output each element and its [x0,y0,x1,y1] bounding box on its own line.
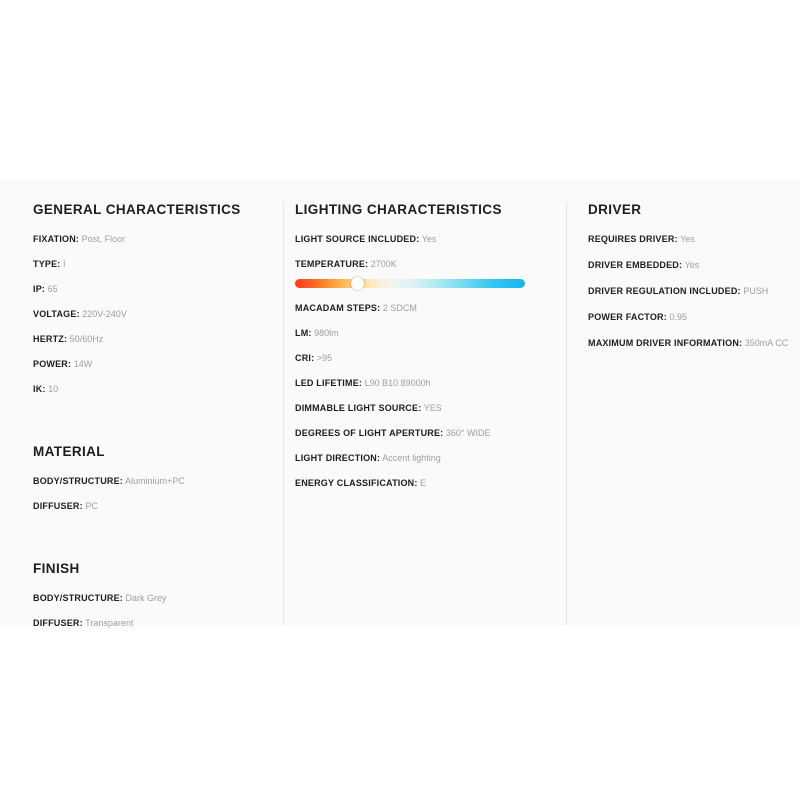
spec-label-driver-embedded: DRIVER EMBEDDED: [588,260,683,270]
spec-value-ik: 10 [48,384,59,394]
spec-label-temperature: TEMPERATURE: [295,259,369,269]
spec-row-hertz [33,333,283,358]
specifications-panel [0,180,800,628]
spec-label-energy-classification: ENERGY CLASSIFICATION: [295,478,418,488]
spec-row-energy-classification [295,477,566,502]
spec-row-power [33,358,283,383]
spec-value-lm: 980lm [314,328,339,338]
spec-value-light-direction: Accent lighting [382,453,441,463]
spec-row-maximum-driver-information [588,337,800,363]
spec-row-light-direction [295,452,566,477]
spec-label-finish-body-structure: BODY/STRUCTURE: [33,593,123,603]
spec-label-light-source-included: LIGHT SOURCE INCLUDED: [295,234,420,244]
spec-label-power-factor: POWER FACTOR: [588,312,667,322]
section-title-general-characteristics: GENERAL CHARACTERISTICS [33,202,241,217]
spec-value-degrees-of-light-aperture: 360° WIDE [445,428,491,438]
spec-label-maximum-driver-information: MAXIMUM DRIVER INFORMATION: [588,338,743,348]
spec-value-driver-embedded: Yes [684,260,700,270]
spec-value-macadam-steps: 2 SDCM [382,303,417,313]
spec-label-led-lifetime: LED LIFETIME: [295,378,363,388]
spec-label-material-body-structure: BODY/STRUCTURE: [33,476,123,486]
spec-value-maximum-driver-information: 350mA CC [744,338,789,348]
spec-value-cri: >95 [316,353,333,363]
spec-value-hertz: 50/60Hz [69,334,104,344]
spec-value-finish-body-structure: Dark Grey [125,593,167,603]
spec-value-driver-regulation-included: PUSH [743,286,769,296]
spec-label-voltage: VOLTAGE: [33,309,80,319]
column-lighting-characteristics [283,202,566,625]
spec-row-type [33,258,283,283]
spec-value-voltage: 220V-240V [82,309,127,319]
spec-row-driver-regulation-included [588,285,800,311]
spec-row-led-lifetime [295,377,566,402]
spec-value-finish-diffuser: Transparent [85,618,134,628]
spec-row-voltage [33,308,283,333]
spec-value-fixation: Post, Floor [81,234,126,244]
spec-value-power: 14W [73,359,93,369]
spec-value-led-lifetime: L90 B10 89000h [364,378,431,388]
section-title-finish: FINISH [33,561,80,576]
spec-row-lm [295,327,566,352]
spec-label-light-direction: LIGHT DIRECTION: [295,453,381,463]
spec-label-cri: CRI: [295,353,315,363]
spec-value-material-body-structure: Aluminium+PC [125,476,185,486]
spec-row-macadam-steps [295,302,566,327]
spec-label-fixation: FIXATION: [33,234,80,244]
specifications-columns [0,180,800,628]
section-title-material: MATERIAL [33,444,105,459]
column-driver [566,202,800,625]
spec-value-power-factor: 0.95 [669,312,687,322]
spec-label-power: POWER: [33,359,72,369]
spec-row-ik [33,383,283,408]
spec-row-requires-driver [588,233,800,259]
color-temperature-slider-handle[interactable] [351,277,364,290]
spec-row-light-source-included [295,233,566,258]
spec-label-macadam-steps: MACADAM STEPS: [295,303,381,313]
spec-label-requires-driver: REQUIRES DRIVER: [588,234,678,244]
spec-value-dimmable-light-source: YES [423,403,442,413]
section-title-driver: DRIVER [588,202,642,217]
spec-value-temperature: 2700K [370,259,397,269]
spec-label-type: TYPE: [33,259,61,269]
spec-value-material-diffuser: PC [85,501,98,511]
spec-value-energy-classification: E [420,478,427,488]
spec-label-ik: IK: [33,384,46,394]
spec-row-fixation [33,233,283,258]
spec-row-material-diffuser [33,500,283,525]
spec-value-type: I [63,259,66,269]
spec-value-ip: 65 [47,284,58,294]
spec-row-finish-diffuser [33,617,283,642]
spec-label-ip: IP: [33,284,46,294]
spec-value-requires-driver: Yes [680,234,695,244]
column-general-characteristics [0,202,283,628]
spec-row-ip [33,283,283,308]
spec-label-hertz: HERTZ: [33,334,68,344]
color-temperature-slider[interactable] [295,279,525,288]
spec-label-material-diffuser: DIFFUSER: [33,501,83,511]
spec-label-lm: LM: [295,328,312,338]
spec-row-material-body-structure [33,475,283,500]
color-temperature-gradient-track[interactable] [295,279,525,288]
spec-row-finish-body-structure [33,592,283,617]
spec-row-dimmable-light-source [295,402,566,427]
spec-row-driver-embedded [588,259,800,285]
spec-label-driver-regulation-included: DRIVER REGULATION INCLUDED: [588,286,741,296]
spec-row-degrees-of-light-aperture [295,427,566,452]
spec-row-power-factor [588,311,800,337]
spec-label-dimmable-light-source: DIMMABLE LIGHT SOURCE: [295,403,422,413]
spec-value-light-source-included: Yes [421,234,437,244]
spec-row-cri [295,352,566,377]
section-title-lighting-characteristics: LIGHTING CHARACTERISTICS [295,202,502,217]
spec-label-finish-diffuser: DIFFUSER: [33,618,83,628]
spec-label-degrees-of-light-aperture: DEGREES OF LIGHT APERTURE: [295,428,444,438]
